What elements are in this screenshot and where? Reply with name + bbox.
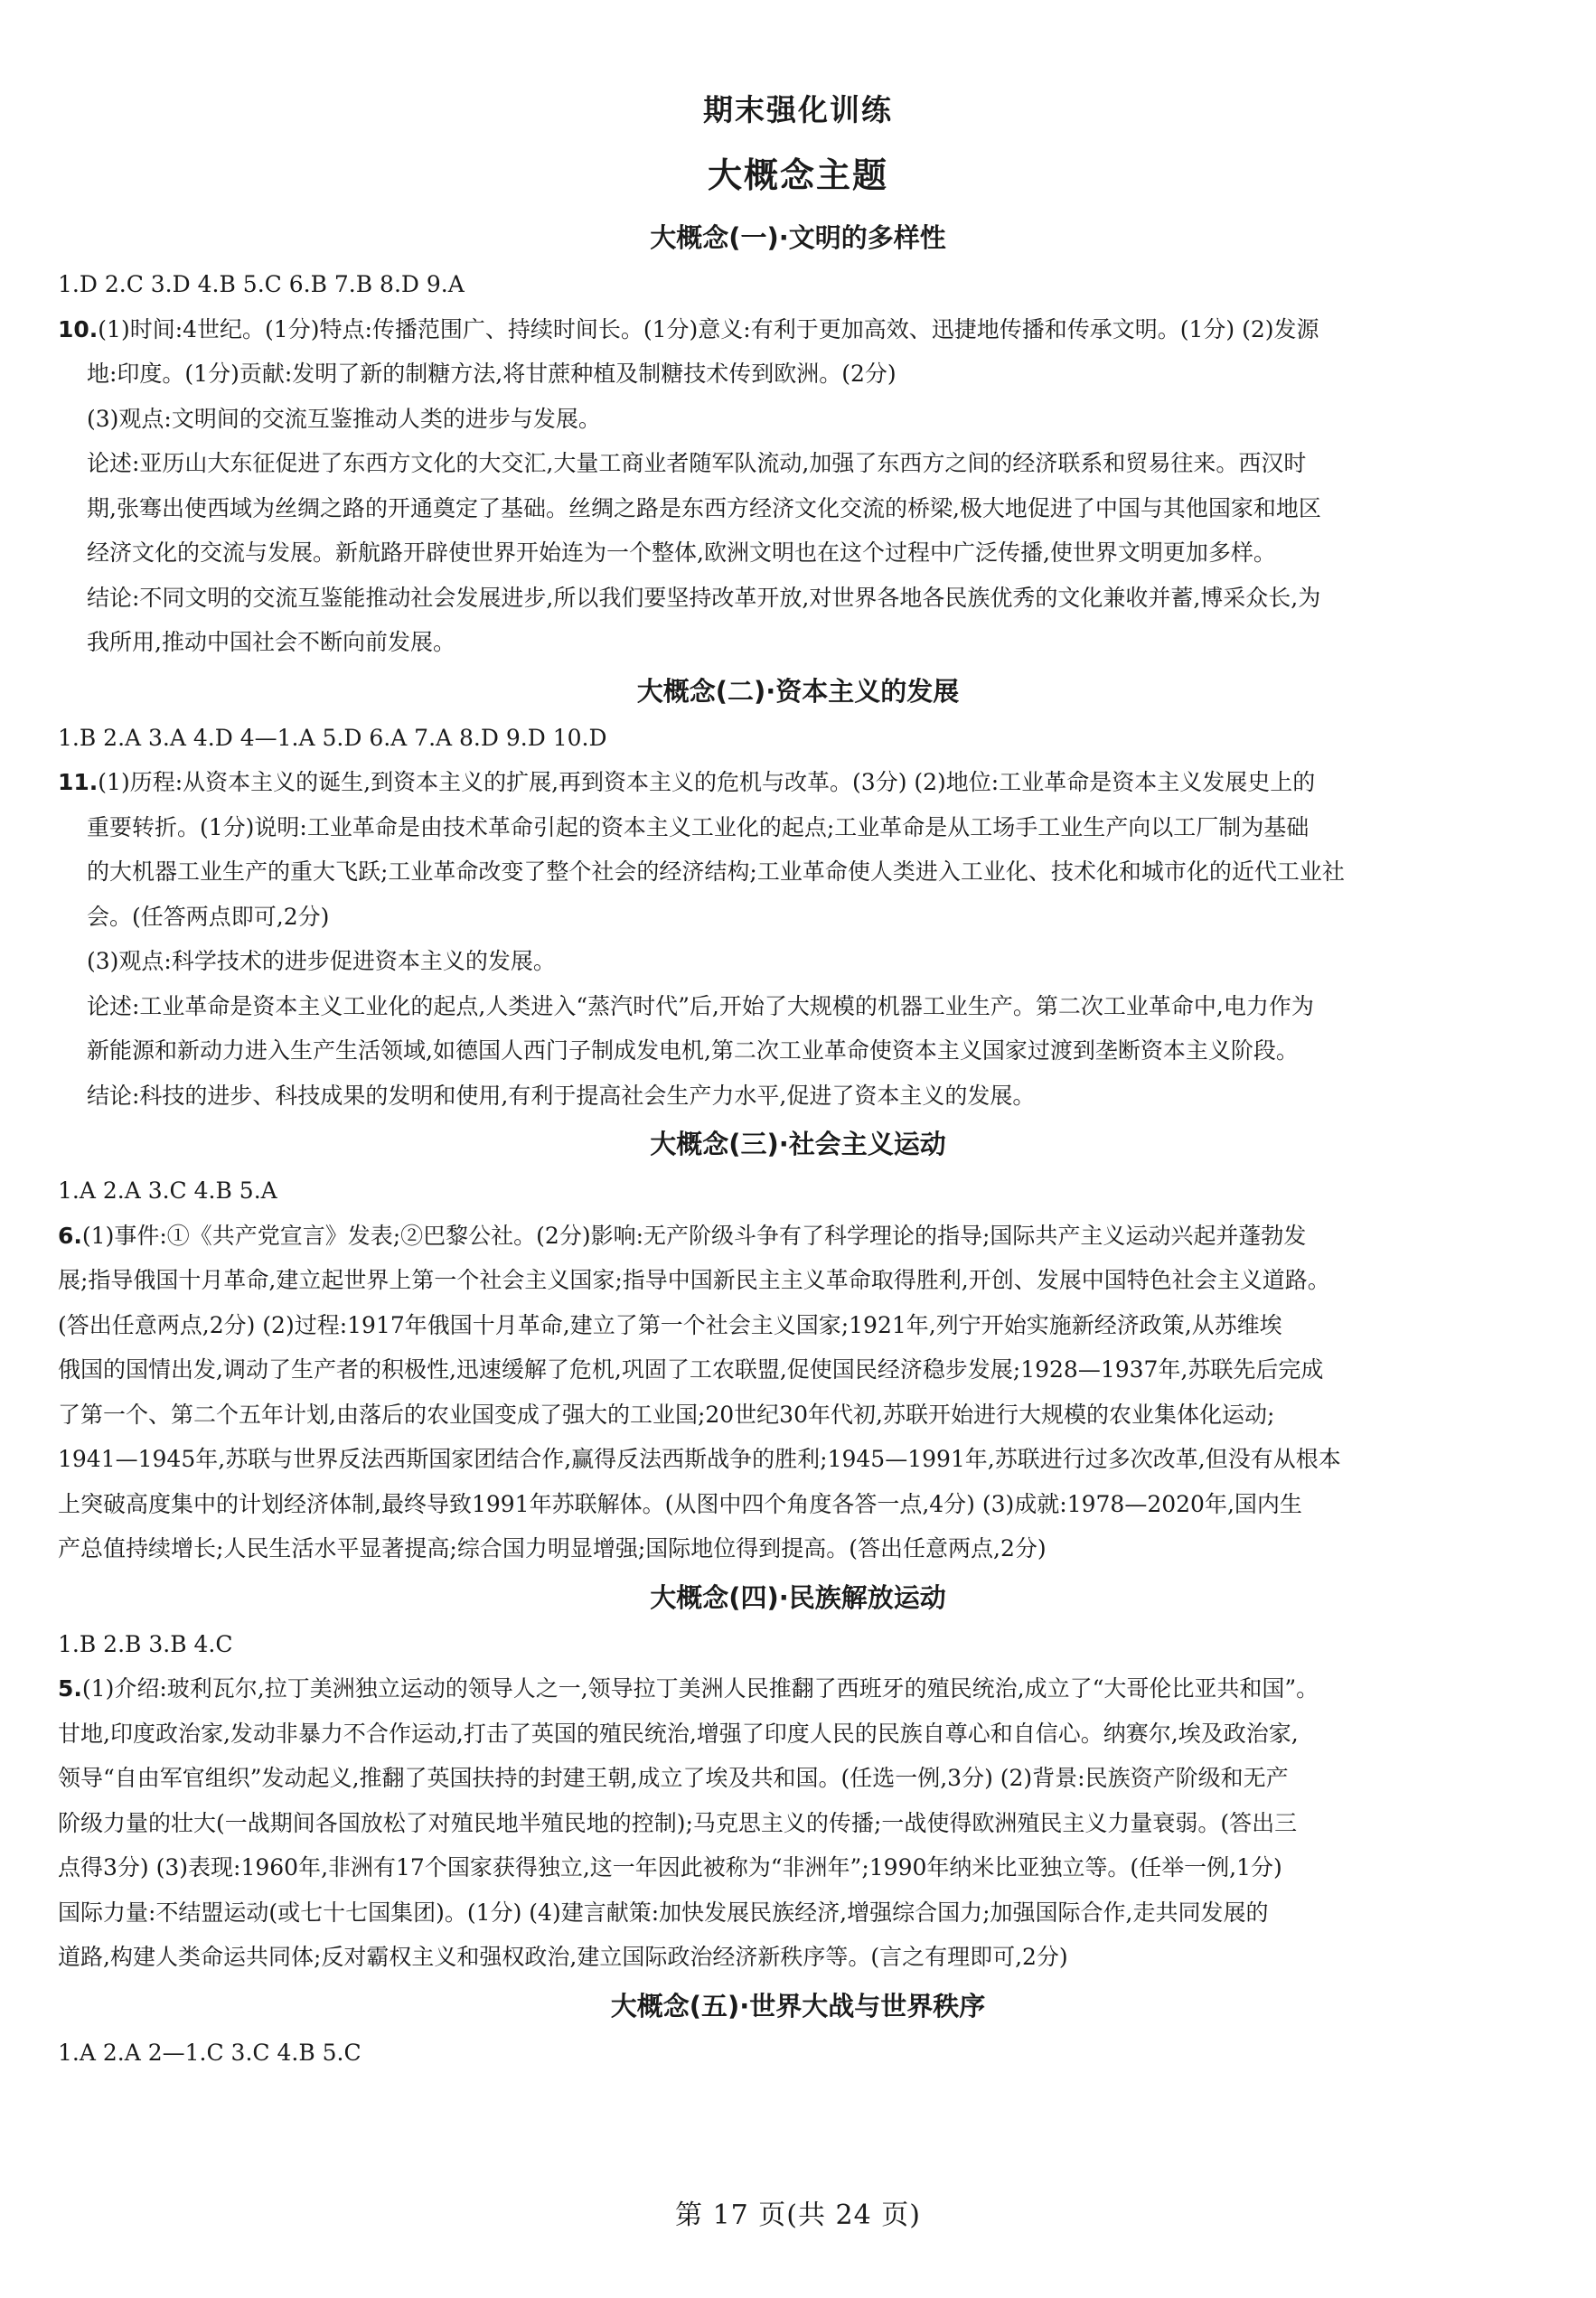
answer-line: 产总值持续增长;人民生活水平显著提高;综合国力明显增强;国际地位得到提高。(答出任意两点,2分) [58, 1535, 1047, 1562]
answer-line: 我所用,推动中国社会不断向前发展。 [87, 629, 455, 655]
answer-line: 新能源和新动力进入生产生活领域,如德国人西门子制成发电机,第二次工业革命使资本主义国家过渡到垄断资本主义阶段。 [87, 1037, 1299, 1064]
answer-line [58, 1214, 1538, 1259]
question-number: 5. [58, 1675, 82, 1702]
answer-line: 俄国的国情出发,调动了生产者的积极性,迅速缓解了危机,巩固了工农联盟,促使国民经济稳步发展;1928—1937年,苏联先后完成 [58, 1356, 1324, 1383]
question-number: 11. [58, 769, 99, 795]
answer-line: 1941—1945年,苏联与世界反法西斯国家团结合作,赢得反法西斯战争的胜利;1945—1991年,苏联进行过多次改革,但没有从根本 [58, 1446, 1341, 1472]
answer-line: 经济文化的交流与发展。新航路开辟使世界开始连为一个整体,欧洲文明也在这个过程中广泛传播,使世界文明更加多样。 [87, 539, 1276, 566]
section-heading-5: 大概念(五)·世界大战与世界秩序 [610, 1990, 986, 2021]
answer-line: 结论:不同文明的交流互鉴能推动社会发展进步,所以我们要坚持改革开放,对世界各地各民族优秀的文化兼收并蓄,博采众长,为 [87, 584, 1321, 611]
answer-line: 上突破高度集中的计划经济体制,最终导致1991年苏联解体。(从图中四个角度各答一点,4分) (3)成就:1978—2020年,国内生 [58, 1490, 1302, 1517]
mc-answers-3: 1.A 2.A 3.C 4.B 5.A [58, 1177, 277, 1204]
section-heading-2: 大概念(二)·资本主义的发展 [636, 675, 960, 707]
answer-line [58, 307, 1538, 352]
question-number: 10. [58, 315, 99, 342]
answer-line: 展;指导俄国十月革命,建立起世界上第一个社会主义国家;指导中国新民主主义革命取得胜利,开创、发展中国特色社会主义道路。 [58, 1267, 1330, 1293]
answer-text: (1)事件:①《共产党宣言》发表;②巴黎公社。(2分)影响:无产阶级斗争有了科学理论的指导;国际共产主义运动兴起并蓬勃发 [81, 1222, 1307, 1249]
mc-answers-1: 1.D 2.C 3.D 4.B 5.C 6.B 7.B 8.D 9.A [58, 271, 465, 297]
answer-line: 论述:工业革命是资本主义工业化的起点,人类进入“蒸汽时代”后,开始了大规模的机器工业生产。第二次工业革命中,电力作为 [87, 992, 1314, 1019]
question-number: 6. [58, 1222, 82, 1249]
section-heading-4: 大概念(四)·民族解放运动 [650, 1581, 946, 1613]
answer-text: (1)时间:4世纪。(1分)特点:传播范围广、持续时间长。(1分)意义:有利于更加高效、迅捷地传播和传承文明。(1分) (2)发源 [98, 315, 1319, 342]
mc-answers-4: 1.B 2.B 3.B 4.C [58, 1630, 233, 1657]
page-subtitle: 大概念主题 [707, 155, 888, 195]
answer-line: 期,张骞出使西域为丝绸之路的开通奠定了基础。丝绸之路是东西方经济文化交流的桥梁,极大地促进了中国与其他国家和地区 [87, 494, 1321, 521]
page-number: 第 17 页(共 24 页) [675, 2200, 921, 2231]
answer-line: 的大机器工业生产的重大飞跃;工业革命改变了整个社会的经济结构;工业革命使人类进入工业化、技术化和城市化的近代工业社 [87, 858, 1345, 885]
section-heading-3: 大概念(三)·社会主义运动 [650, 1129, 946, 1159]
answer-line: 阶级力量的壮大(一战期间各国放松了对殖民地半殖民地的控制);马克思主义的传播;一战使得欧洲殖民主义力量衰弱。(答出三 [58, 1809, 1298, 1836]
answer-line [58, 1666, 1538, 1712]
answer-line: 国际力量:不结盟运动(或七十七国集团)。(1分) (4)建言献策:加快发展民族经济,增强综合国力;加强国际合作,走共同发展的 [58, 1899, 1269, 1926]
answer-line: 了第一个、第二个五年计划,由落后的农业国变成了强大的工业国;20世纪30年代初,苏联开始进行大规模的农业集体化运动; [58, 1401, 1275, 1428]
answer-line: 会。(任答两点即可,2分) [87, 903, 330, 930]
answer-text: (1)介绍:玻利瓦尔,拉丁美洲独立运动的领导人之一,领导拉丁美洲人民推翻了西班牙的殖民统治,成立了“大哥伦比亚共和国”。 [81, 1675, 1319, 1702]
answer-line [58, 760, 1538, 805]
section-heading-1: 大概念(一)·文明的多样性 [650, 222, 946, 253]
answer-line: (3)观点:科学技术的进步促进资本主义的发展。 [87, 948, 556, 974]
answer-line: 重要转折。(1分)说明:工业革命是由技术革命引起的资本主义工业化的起点;工业革命是从工场手工业生产向以工厂制为基础 [87, 813, 1310, 840]
answer-line: 领导“自由军官组织”发动起义,推翻了英国扶持的封建王朝,成立了埃及共和国。(任选一例,3分) (2)背景:民族资产阶级和无产 [58, 1765, 1289, 1791]
answer-line: 地:印度。(1分)贡献:发明了新的制糖方法,将甘蔗种植及制糖技术传到欧洲。(2分) [87, 361, 897, 387]
answer-line: 论述:亚历山大东征促进了东西方文化的大交汇,大量工商业者随军队流动,加强了东西方之间的经济联系和贸易往来。西汉时 [87, 450, 1307, 476]
mc-answers-2: 1.B 2.A 3.A 4.D 4—1.A 5.D 6.A 7.A 8.D 9.D 10.D [58, 724, 607, 751]
page-title: 期末强化训练 [703, 92, 893, 127]
answer-text: (1)历程:从资本主义的诞生,到资本主义的扩展,再到资本主义的危机与改革。(3分) (2)地位:工业革命是资本主义发展史上的 [98, 769, 1316, 795]
answer-line: 甘地,印度政治家,发动非暴力不合作运动,打击了英国的殖民统治,增强了印度人民的民族自尊心和自信心。纳赛尔,埃及政治家, [58, 1720, 1299, 1747]
answer-line: 结论:科技的进步、科技成果的发明和使用,有利于提高社会生产力水平,促进了资本主义的发展。 [87, 1082, 1036, 1109]
answer-line: (3)观点:文明间的交流互鉴推动人类的进步与发展。 [87, 405, 601, 432]
answer-line: 点得3分) (3)表现:1960年,非洲有17个国家获得独立,这一年因此被称为“非洲年”;1990年纳米比亚独立等。(任举一例,1分) [58, 1854, 1282, 1881]
mc-answers-5: 1.A 2.A 2—1.C 3.C 4.B 5.C [58, 2039, 361, 2066]
answer-line: 道路,构建人类命运共同体;反对霸权主义和强权政治,建立国际政治经济新秩序等。(言之有理即可,2分) [58, 1944, 1068, 1970]
answer-line: (答出任意两点,2分) (2)过程:1917年俄国十月革命,建立了第一个社会主义国家;1921年,列宁开始实施新经济政策,从苏维埃 [58, 1311, 1282, 1338]
